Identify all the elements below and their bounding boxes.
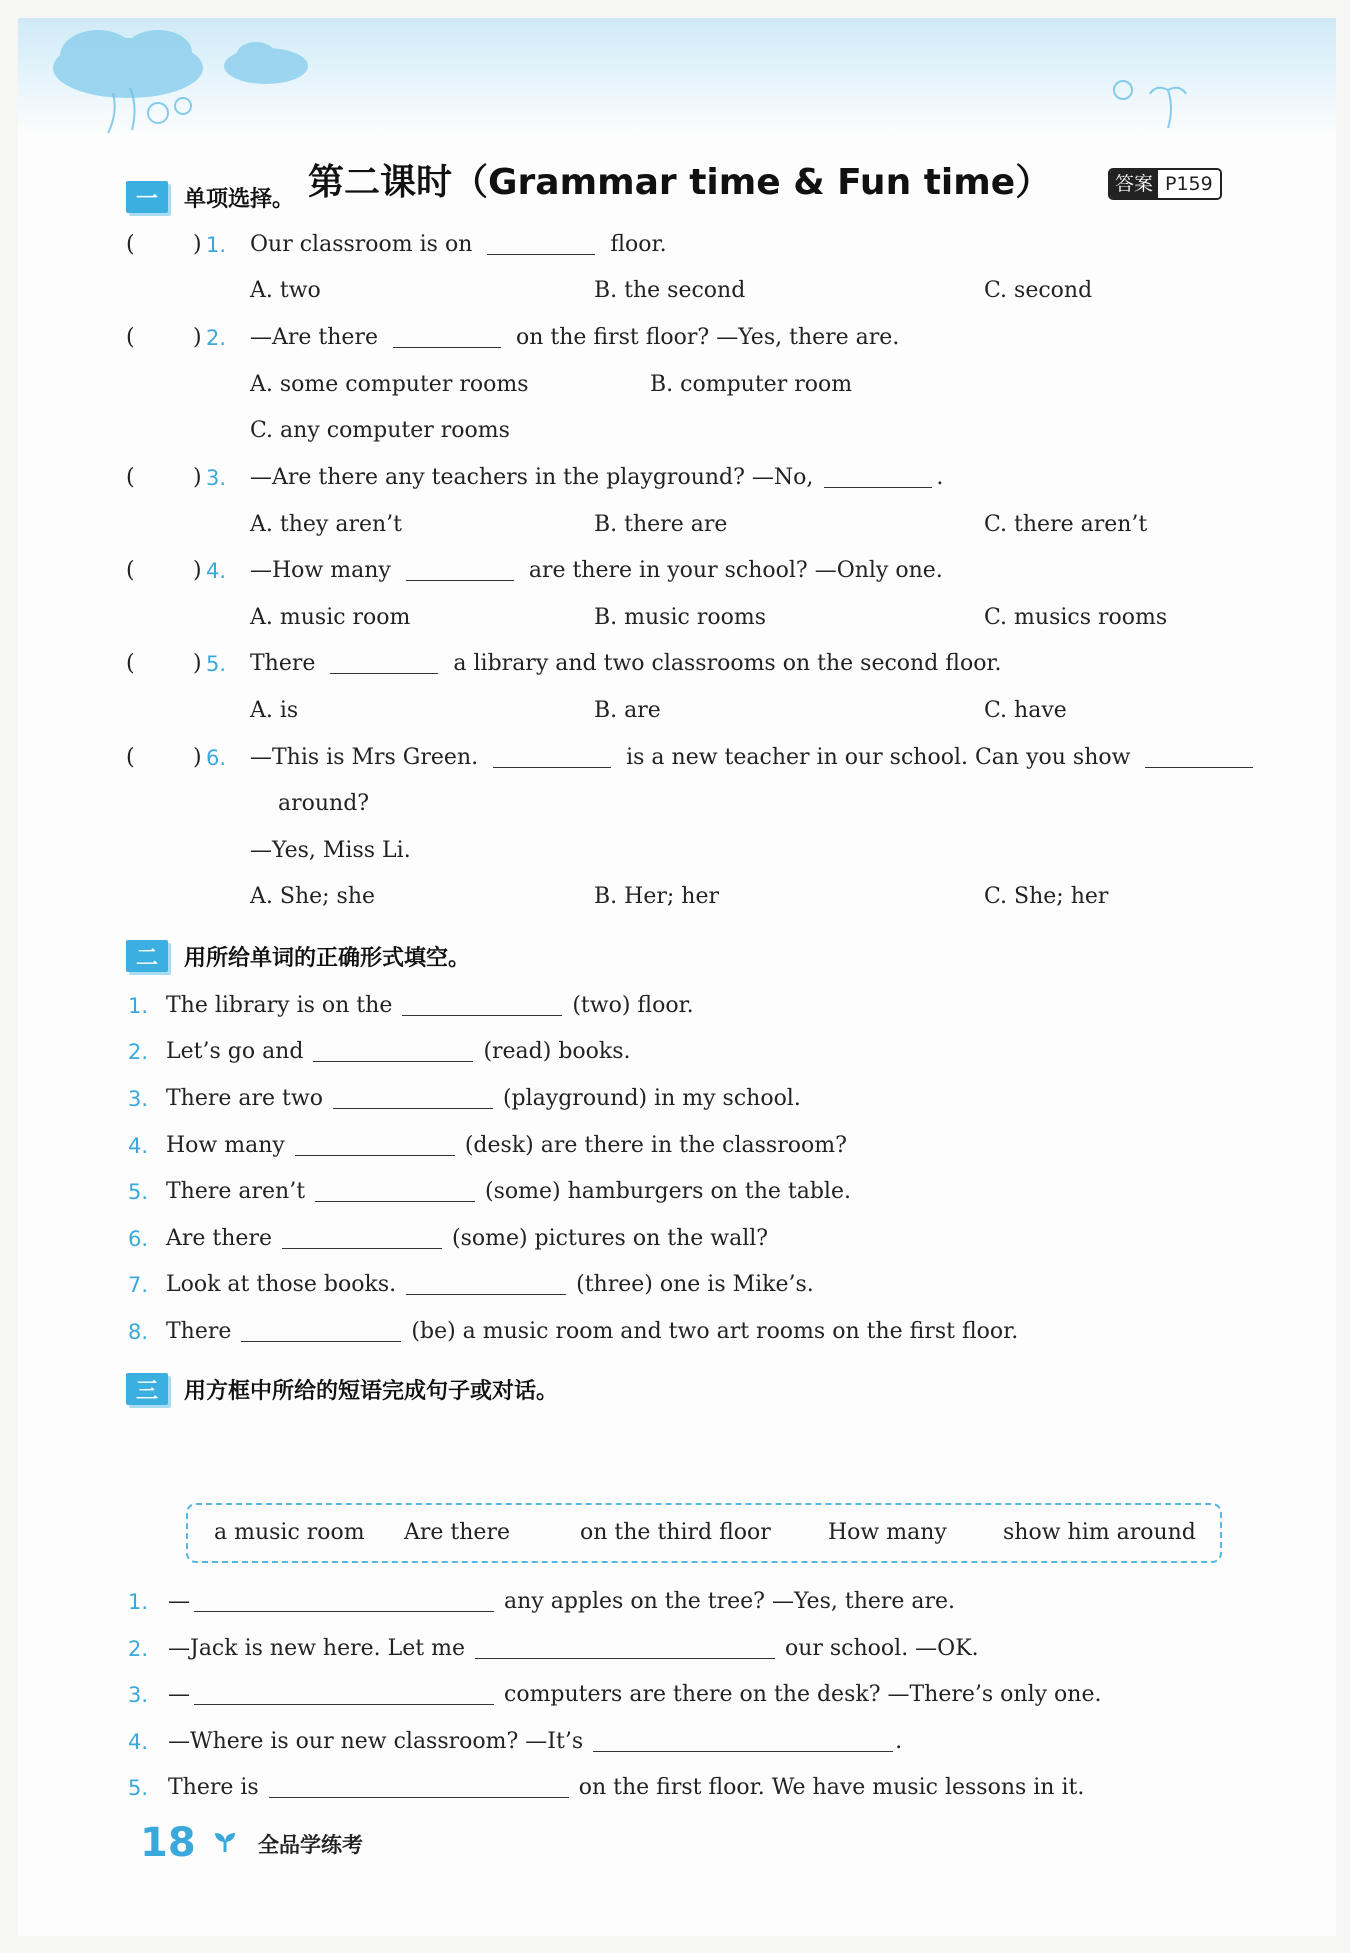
item-text: on the first floor. We have music lessons in it. (578, 1775, 1085, 1800)
phrase-bank (186, 1503, 1222, 1563)
mc-question-6-cont (18, 786, 1336, 822)
fill-item-3 (18, 1081, 1336, 1117)
page-number: 18 (140, 1820, 196, 1866)
question-text: on the first floor? —Yes, there are. (515, 325, 900, 350)
item-number: 2. (128, 1040, 149, 1064)
option-c[interactable]: C. any computer rooms (250, 418, 510, 443)
fill-item-8 (18, 1314, 1336, 1350)
dialog-item-1 (18, 1584, 1336, 1620)
worksheet-page (18, 18, 1336, 1936)
dialog-item-3 (18, 1677, 1336, 1713)
option-a[interactable]: A. music room (250, 605, 411, 630)
answer-page: P159 (1158, 170, 1220, 198)
option-c[interactable]: C. have (984, 698, 1067, 723)
question-number: 6. (206, 746, 227, 770)
option-c[interactable]: C. She; her (984, 884, 1109, 909)
item-text: (read) books. (483, 1039, 631, 1064)
item-text: (playground) in my school. (502, 1086, 801, 1111)
answer-blank[interactable] (402, 991, 562, 1016)
item-text: our school. —OK. (784, 1636, 979, 1661)
answer-blank[interactable] (475, 1634, 775, 1659)
item-number: 4. (128, 1134, 149, 1158)
item-number: 8. (128, 1320, 149, 1344)
option-b[interactable]: B. the second (594, 278, 746, 303)
item-text: (some) pictures on the wall? (451, 1226, 769, 1251)
item-text: —Jack is new here. Let me (168, 1636, 465, 1661)
item-text: There aren’t (166, 1179, 306, 1204)
dialog-item-4 (18, 1724, 1336, 1760)
item-number: 2. (128, 1637, 149, 1661)
option-b[interactable]: B. music rooms (594, 605, 766, 630)
mc-options-4 (18, 600, 1336, 636)
item-text: Are there (166, 1226, 272, 1251)
mc-options-5 (18, 693, 1336, 729)
item-text: There is (168, 1775, 259, 1800)
question-text: —Are there (250, 325, 378, 350)
answer-blank[interactable] (393, 323, 501, 348)
brand-name: 全品学练考 (258, 1833, 363, 1857)
section-1-header (126, 177, 294, 217)
item-text: —Where is our new classroom? —It’s (168, 1729, 584, 1754)
question-text: are there in your school? —Only one. (528, 558, 943, 583)
item-text: The library is on the (166, 993, 393, 1018)
answer-blank[interactable] (593, 1727, 893, 1752)
item-text: Look at those books. (166, 1272, 397, 1297)
answer-blank[interactable] (194, 1587, 494, 1612)
option-b[interactable]: B. there are (594, 512, 728, 537)
item-number: 4. (128, 1730, 149, 1754)
fill-item-7 (18, 1267, 1336, 1303)
dialog-item-2 (18, 1631, 1336, 1667)
item-number: 6. (128, 1227, 149, 1251)
mc-question-1: ( ) 1. Our classroom is on floor. (18, 227, 1336, 263)
item-text: (three) one is Mike’s. (576, 1272, 814, 1297)
question-text: floor. (610, 232, 667, 257)
item-text: (some) hamburgers on the table. (485, 1179, 851, 1204)
answer-blank[interactable] (313, 1037, 473, 1062)
answer-bracket[interactable]: ( (126, 651, 135, 676)
option-c[interactable]: C. second (984, 278, 1093, 303)
answer-blank[interactable] (282, 1224, 442, 1249)
item-text: — (168, 1589, 190, 1614)
answer-blank[interactable] (194, 1680, 494, 1705)
item-number: 3. (128, 1087, 149, 1111)
phrase-option: on the third floor (580, 1520, 771, 1545)
option-b[interactable]: B. computer room (650, 372, 853, 397)
option-a[interactable]: A. two (250, 278, 321, 303)
answer-blank[interactable] (333, 1084, 493, 1109)
option-a[interactable]: A. some computer rooms (250, 372, 529, 397)
item-number: 5. (128, 1776, 149, 1800)
answer-blank[interactable] (406, 556, 514, 581)
option-a[interactable]: A. they aren’t (250, 512, 402, 537)
question-number: 1. (206, 233, 227, 257)
answer-blank[interactable] (241, 1317, 401, 1342)
fill-item-6 (18, 1221, 1336, 1257)
mc-options-6 (18, 879, 1336, 915)
question-text: Our classroom is on (250, 232, 473, 257)
answer-label: 答案 (1110, 170, 1158, 198)
question-text: is a new teacher in our school. Can you show (626, 745, 1131, 770)
question-text: —Are there any teachers in the playground? —No, (250, 465, 814, 490)
mc-question-2: ( ) 2. —Are there on the first floor? —Yes, there are. (18, 320, 1336, 356)
answer-bracket[interactable]: ( (126, 558, 135, 583)
item-text: (two) floor. (572, 993, 694, 1018)
question-number: 2. (206, 326, 227, 350)
section-2-badge: 二 (126, 940, 168, 972)
question-text: . (936, 465, 944, 490)
fill-item-4 (18, 1128, 1336, 1164)
answer-bracket[interactable]: ( (126, 745, 135, 770)
dialog-item-5 (18, 1770, 1336, 1806)
section-3-header (126, 1369, 558, 1409)
answer-bracket[interactable]: ( (126, 325, 135, 350)
question-number: 3. (206, 466, 227, 490)
option-a[interactable]: A. She; she (250, 884, 376, 909)
option-b[interactable]: B. Her; her (594, 884, 719, 909)
item-text: Let’s go and (166, 1039, 304, 1064)
answer-blank[interactable] (406, 1270, 566, 1295)
item-number: 7. (128, 1273, 149, 1297)
item-number: 1. (128, 994, 149, 1018)
answer-bracket[interactable]: ( (126, 232, 135, 257)
option-b[interactable]: B. are (594, 698, 661, 723)
mc-options-2 (18, 367, 1336, 403)
mc-question-4: ( ) 4. —How many are there in your school? —Only one. (18, 553, 1336, 589)
question-text: —This is Mrs Green. (250, 745, 479, 770)
answer-reference (1108, 168, 1222, 200)
sprout-icon (212, 1830, 238, 1854)
section-1-title: 单项选择。 (184, 186, 295, 212)
item-text: computers are there on the desk? —There’s only one. (504, 1682, 1102, 1707)
item-text: . (895, 1729, 903, 1754)
question-text: a library and two classrooms on the second floor. (453, 651, 1002, 676)
mc-options-3 (18, 507, 1336, 543)
section-3-badge: 三 (126, 1373, 168, 1405)
answer-blank[interactable] (487, 230, 595, 255)
mc-options-1 (18, 273, 1336, 309)
question-text: There (250, 651, 316, 676)
item-text: There are two (166, 1086, 323, 1111)
fill-item-2 (18, 1034, 1336, 1070)
mc-question-6-reply (18, 833, 1336, 869)
section-2-header (126, 936, 470, 976)
option-c[interactable]: C. there aren’t (984, 512, 1148, 537)
section-3-title: 用方框中所给的短语完成句子或对话。 (184, 1378, 559, 1404)
question-text: around? (278, 791, 370, 816)
item-number: 3. (128, 1683, 149, 1707)
item-text: (be) a music room and two art rooms on the first floor. (411, 1319, 1019, 1344)
lesson-title: 第二课时（Grammar time & Fun time） (308, 162, 1052, 203)
item-text: How many (166, 1133, 285, 1158)
phrase-option: a music room (214, 1520, 365, 1545)
item-text: any apples on the tree? —Yes, there are. (504, 1589, 956, 1614)
answer-blank[interactable] (330, 649, 438, 674)
item-number: 1. (128, 1590, 149, 1614)
fill-item-1 (18, 988, 1336, 1024)
answer-blank[interactable] (824, 463, 932, 488)
question-text: —How many (250, 558, 391, 583)
item-text: (desk) are there in the classroom? (464, 1133, 847, 1158)
answer-blank[interactable] (1145, 743, 1253, 768)
answer-bracket[interactable]: ( (126, 465, 135, 490)
mc-question-3: ( ) 3. —Are there any teachers in the playground? —No, . (18, 460, 1336, 496)
item-text: There (166, 1319, 232, 1344)
item-text: — (168, 1682, 190, 1707)
answer-blank[interactable] (315, 1177, 475, 1202)
answer-blank[interactable] (295, 1131, 455, 1156)
section-1-badge: 一 (126, 181, 168, 213)
question-number: 4. (206, 559, 227, 583)
fill-item-5 (18, 1174, 1336, 1210)
option-c[interactable]: C. musics rooms (984, 605, 1168, 630)
section-2-title: 用所给单词的正确形式填空。 (184, 945, 471, 971)
question-number: 5. (206, 652, 227, 676)
question-text: —Yes, Miss Li. (250, 838, 411, 863)
phrase-option: How many (828, 1520, 947, 1545)
mc-options-2b (18, 413, 1336, 449)
phrase-option: Are there (404, 1520, 510, 1545)
answer-blank[interactable] (493, 743, 611, 768)
mc-question-6: ( ) 6. —This is Mrs Green. is a new teacher in our school. Can you show (18, 740, 1336, 776)
answer-blank[interactable] (269, 1773, 569, 1798)
item-number: 5. (128, 1180, 149, 1204)
cloud-flower-illustration (18, 18, 1336, 136)
option-a[interactable]: A. is (250, 698, 299, 723)
phrase-option: show him around (1003, 1520, 1196, 1545)
mc-question-5: ( ) 5. There a library and two classrooms on the second floor. (18, 646, 1336, 682)
